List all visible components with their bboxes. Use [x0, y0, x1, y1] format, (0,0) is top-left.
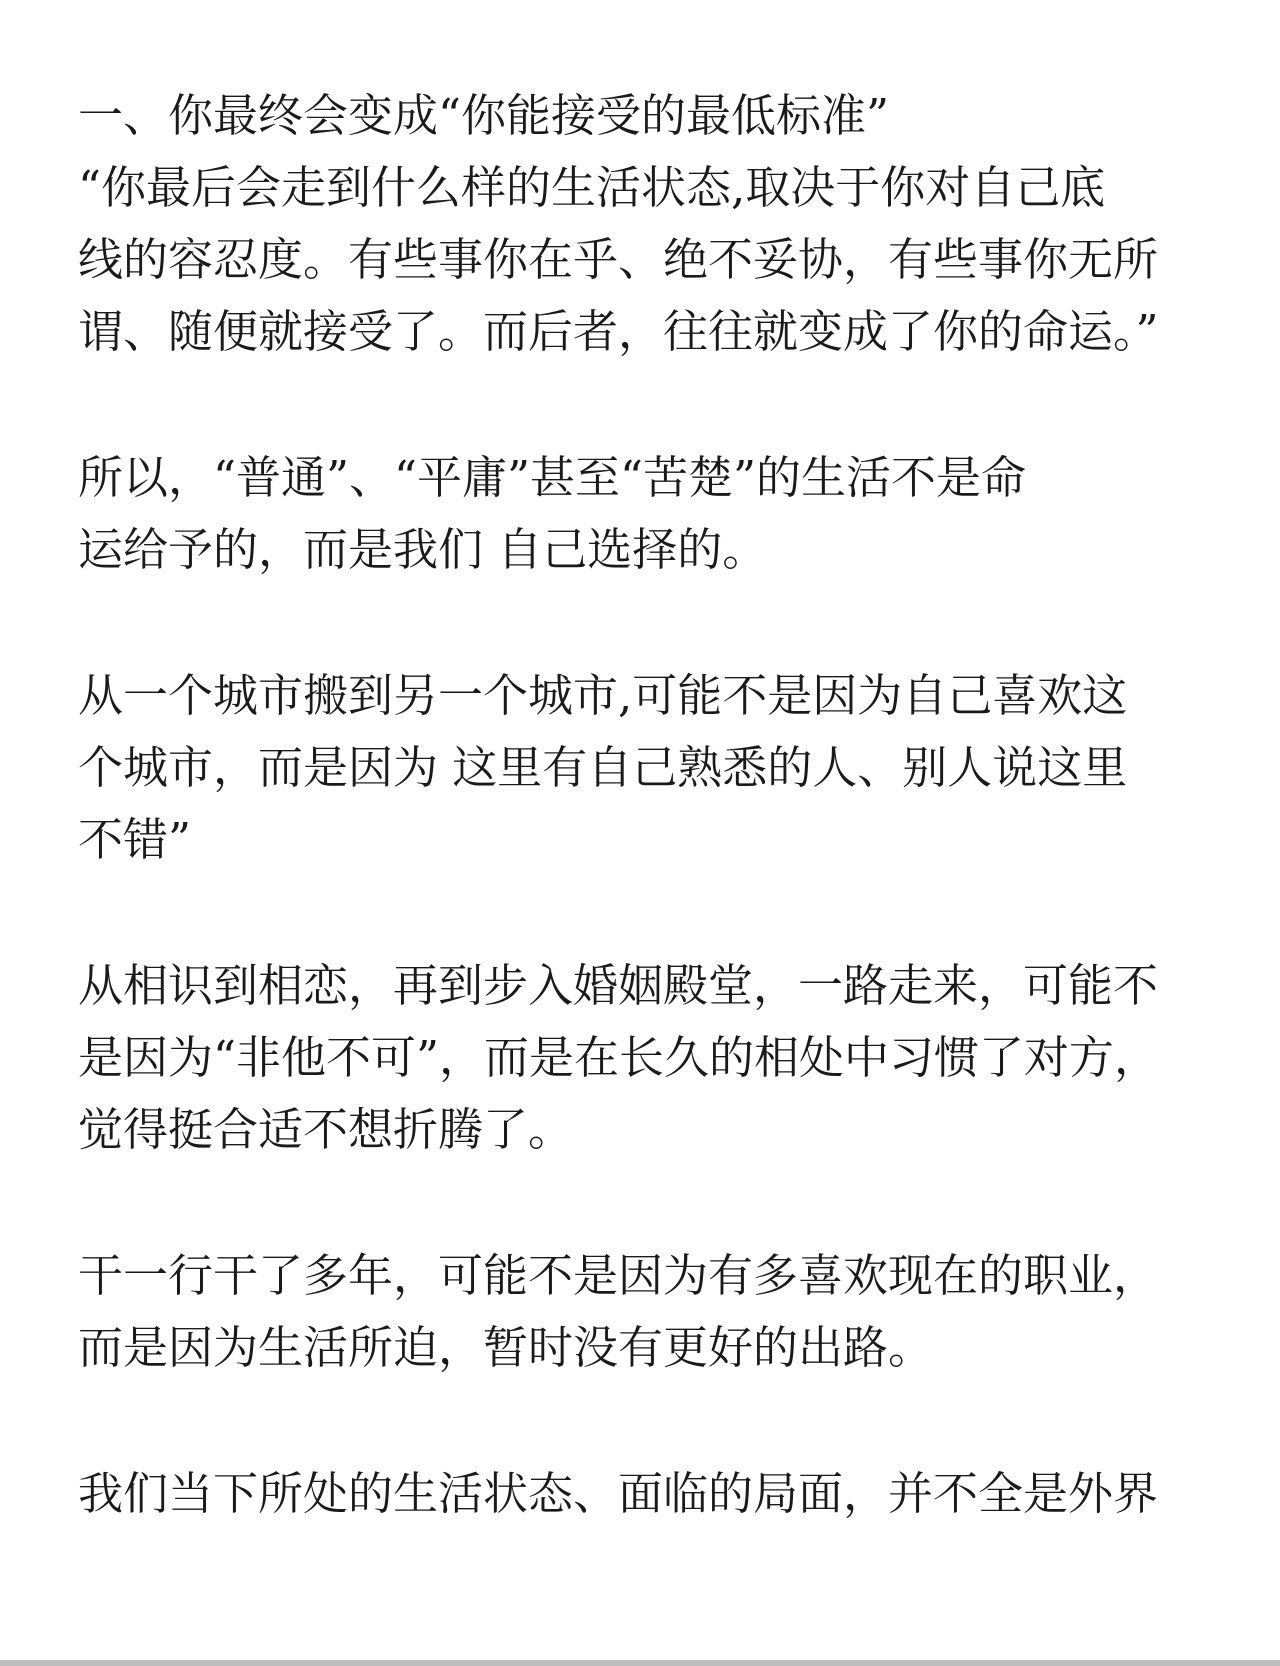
paragraph-current-state — [78, 1458, 1208, 1530]
paragraph-line: 从相识到相恋，再到步入婚姻殿堂，一路走来，可能不 — [78, 959, 1159, 1012]
paragraph-marriage — [78, 950, 1208, 1166]
paragraph-ordinary-life — [78, 442, 1208, 586]
paragraph-line: 是因为“非他不可”，而是在长久的相处中习惯了对方， — [78, 1031, 1160, 1084]
paragraph-city — [78, 660, 1208, 876]
paragraph-line: 觉得挺合适不想折腾了。 — [78, 1103, 574, 1156]
paragraph-line: 而是因为生活所迫，暂时没有更好的出路。 — [78, 1321, 934, 1374]
paragraph-line: 不错” — [78, 813, 192, 866]
heading-line: 一、你最终会变成“你能接受的最低标准” — [78, 89, 890, 142]
quote-line-3: 谓、随便就接受了。而后者，往往就变成了你的命运。” — [78, 305, 1159, 358]
paragraph-line: 所以，“普通”、“平庸”甚至“苦楚”的生活不是命 — [78, 451, 1027, 504]
paragraph-line: 个城市，而是因为 这里有自己熟悉的人、别人说这里 — [78, 741, 1128, 794]
section-heading — [78, 80, 1208, 152]
paragraph-line: 从一个城市搬到另一个城市,可能不是因为自己喜欢这 — [78, 669, 1128, 722]
article-body — [78, 80, 1208, 1530]
quote-line-1: “你最后会走到什么样的生活状态,取决于你对自己底 — [78, 161, 1106, 214]
bottom-divider — [0, 1660, 1280, 1666]
quote-paragraph — [78, 152, 1208, 368]
paragraph-career — [78, 1240, 1208, 1384]
paragraph-line: 我们当下所处的生活状态、面临的局面，并不全是外界 — [78, 1467, 1159, 1520]
paragraph-line: 运给予的，而是我们 自己选择的。 — [78, 523, 768, 576]
quote-line-2: 线的容忍度。有些事你在乎、绝不妥协，有些事你无所 — [78, 233, 1159, 286]
paragraph-line: 干一行干了多年，可能不是因为有多喜欢现在的职业， — [78, 1249, 1159, 1302]
